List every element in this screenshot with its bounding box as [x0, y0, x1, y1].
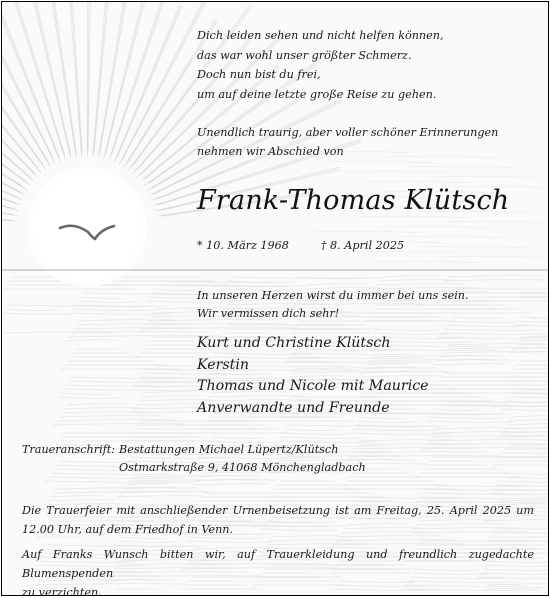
ceremony-info: [22, 501, 534, 539]
poem-line: das war wohl unser größter Schmerz.: [197, 48, 412, 62]
memory-line: Wir vermissen dich sehr!: [197, 307, 340, 320]
mourners-list: [197, 333, 429, 419]
intro-line: Unendlich traurig, aber voller schöner Erinnerungen: [197, 126, 499, 139]
intro-line: nehmen wir Abschied von: [197, 144, 344, 158]
deceased-name: Frank-Thomas Klütsch: [197, 185, 510, 216]
memory-line: In unseren Herzen wirst du immer bei uns sein.: [197, 289, 469, 302]
sun-sketch: [27, 167, 147, 287]
address-line: Bestattungen Michael Lüpertz/Klütsch: [119, 443, 339, 456]
ceremony-line: 12.00 Uhr, auf dem Friedhof in Venn.: [22, 523, 234, 536]
ceremony-line: Die Trauerfeier mit anschließender Urnenbeisetzung ist am Freitag, 25. April 2025 um: [22, 504, 534, 517]
death-date: † 8. April 2025: [320, 239, 405, 252]
mourner: Kurt und Christine Klütsch: [197, 335, 391, 351]
wish-line: zu verzichten.: [22, 586, 102, 596]
wish-line: Auf Franks Wunsch bitten wir, auf Trauerkleidung und freundlich zugedachte Blumenspenden: [22, 548, 534, 580]
funeral-wish: [22, 545, 534, 596]
mourner: Kerstin: [197, 356, 250, 373]
birth-date: * 10. März 1968: [197, 239, 289, 252]
death-notice: [1, 1, 549, 596]
poem: [197, 26, 444, 104]
poem-line: Doch nun bist du frei,: [197, 68, 321, 81]
life-dates: [197, 237, 404, 254]
mourner: Thomas und Nicole mit Maurice: [197, 378, 429, 394]
address-label: Traueranschrift:: [22, 443, 116, 456]
address-line: Ostmarkstraße 9, 41068 Mönchengladbach: [119, 461, 366, 474]
mourner: Anverwandte und Freunde: [197, 399, 390, 416]
poem-line: Dich leiden sehen und nicht helfen können,: [197, 29, 444, 42]
memory-text: [197, 287, 469, 323]
intro-text: [197, 124, 498, 161]
poem-line: um auf deine letzte große Reise zu gehen.: [197, 87, 437, 101]
mourning-address: [22, 441, 366, 477]
